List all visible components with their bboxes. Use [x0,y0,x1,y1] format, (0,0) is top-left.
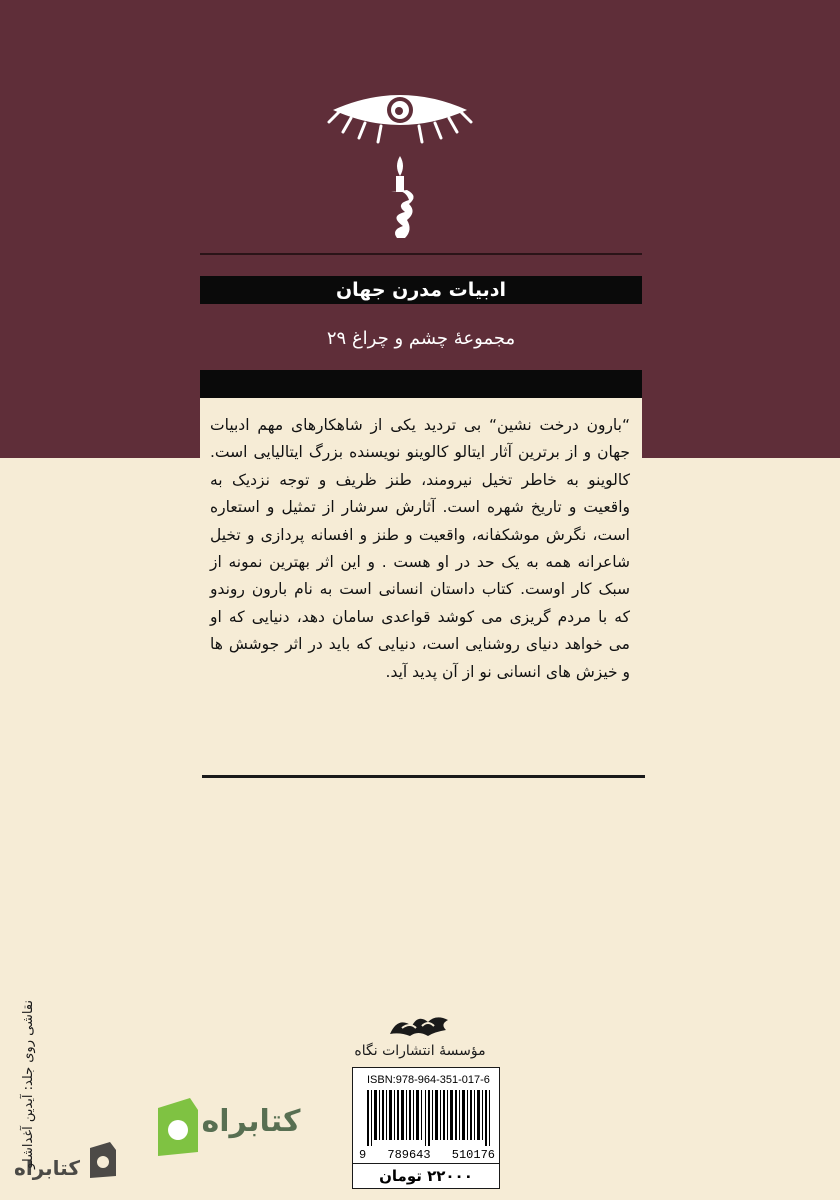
watermark-secondary: کتابراه [14,1156,80,1180]
negah-logo-icon [388,1012,454,1038]
barcode-digits [359,1148,495,1162]
publisher-name: مؤسسهٔ انتشارات نگاه [354,1043,486,1059]
watermark-primary: کتابراه [201,1104,301,1139]
top-divider [200,253,642,255]
cover-credit: نقاشی روی جلد: آیدین آغداشلو [21,1000,36,1170]
isbn-barcode-box [352,1067,500,1189]
barcode-digit-group-1: 789643 [387,1148,431,1162]
bottom-divider [202,775,645,778]
ketabrah-small-logo-icon [86,1140,124,1180]
blurb-text: “بارون درخت نشین“ بی تردید یکی از شاهکارهای مهم ادبیات جهان و از برترین آثار ایتالو کالوینو نویسنده بزرگ ایتالیایی است. کالوینو به خاطر تخیل نیرومند، طنز ظریف و توجه نزدیک به واقعیت و تاریخ شهره است. آثارش سرشار از تمثیل و استعاره است، نگرش موشکفانه، واقعیت و طنز و افسانه پردازی و تخیل شاعرانه همه به یک حد در او هست . و این اثر بهترین نمونه از سبک کار اوست. کتاب داستان انسانی است به نام بارون روندو که با مردم گریزی می کوشد قواعدی سامان دهد، دنیایی که او می خواهد دنیای روشنایی است، دنیایی که باید در اثر جوشش ها و خیزش های انسانی نو از آن پدید آید. [210,416,630,681]
price: ۲۲۰۰۰ تومان [379,1167,473,1185]
isbn-text: ISBN:978-964-351-017-6 [367,1074,490,1086]
series-title: ادبیات مدرن جهان [200,276,642,304]
eye-and-lamp-icon [325,88,475,248]
barcode-icon [367,1090,491,1146]
series-subtitle: مجموعهٔ چشم و چراغ ۲۹ [326,328,516,349]
black-bar [200,370,642,398]
barcode-digit-group-2: 510176 [451,1148,495,1162]
barcode-digit-prefix: 9 [359,1148,367,1162]
